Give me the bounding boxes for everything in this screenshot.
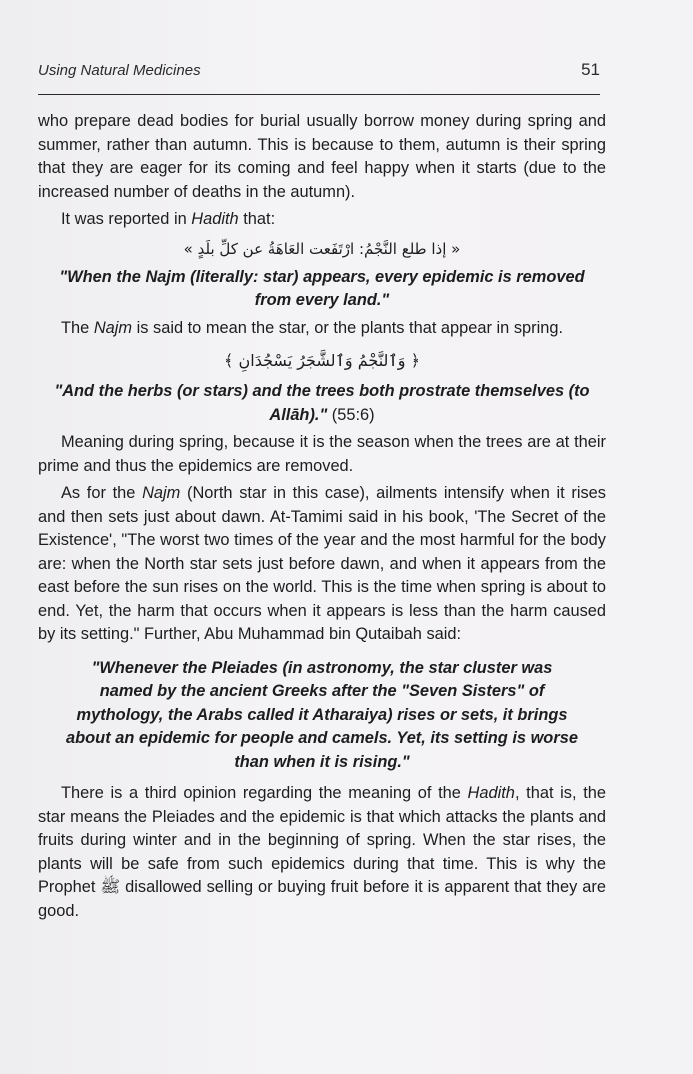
paragraph-1: who prepare dead bodies for burial usually borrow money during spring and summer, rather than autumn. This is because to them, autumn is their spring that they are eager for its coming and feel happy when it starts (due to the increased number of deaths in the autumn). [38,112,606,201]
hadith-quote [48,266,596,313]
paragraph-3 [38,317,606,341]
p5-em: Najm [142,484,181,502]
body-text [38,110,606,923]
p2-pre: It was reported in [61,210,192,228]
paragraph-5 [38,482,606,647]
quote1-em: Najm [145,267,186,286]
paragraph-6 [38,782,606,923]
pleiades-quote: "Whenever the Pleiades (in astronomy, the star cluster was named by the ancient Greeks after the "Seven Sisters" of mythology, the Arabs called it Atharaiya) rises or sets, it brings about an epidemic for people and camels. Yet, its setting is worse than when it is rising." [66,658,578,771]
p2-post: that: [238,210,276,228]
arabic-hadith-text: « إذا طلع النَّجْمُ: ارْتَفَعت العَاهَةُ عن كلِّ بلَدٍ » [183,239,461,258]
p3-post: is said to mean the star, or the plants that appear in spring. [132,318,564,337]
header-rule [38,94,600,95]
paragraph-2 [38,208,606,232]
page-number: 51 [581,60,600,79]
p5-post: (North star in this case), ailments intensify when it rises and then sets just about dawn. At-Tamimi said in his book, 'The Secret of the Existence', "The worst two times of the year and the most harmful for the body are: when the North star sets just before dawn, and when it appears from the east before the sun rises on the world. This is the time when spring is about to end. Yet, the harm that occurs when it appears is less than the harm caused by its setting." Further, Abu Muhammad bin Qutaibah said: [38,484,606,643]
p3-pre: The [61,318,94,337]
quote2-text: "And the herbs (or stars) and the trees both prostrate themselves (to Allāh)." [54,382,590,424]
running-head: Using Natural Medicines [38,62,201,79]
page-header [38,60,600,90]
p3-em: Najm [93,318,133,337]
arabic-quran-verse: ﴿ وَٱلنَّجْمُ وَٱلشَّجَرُ يَسْجُدَانِ ﴾ [224,351,420,370]
paragraph-4: Meaning during spring, because it is the season when the trees are at their prime and thus the epidemics are removed. [38,433,606,475]
p6-pre: There is a third opinion regarding the meaning of the [61,784,468,802]
quote2-reference: (55:6) [327,405,375,424]
p6-post: , that is, the star means the Pleiades and the epidemic is that which attacks the plants and fruits during winter and in the beginning of spring. When the star rises, the plants will be safe from such epidemics during that time. This is why the Prophet ﷺ disallowed selling or buying fruit before it is apparent that they are good. [38,784,607,920]
quote1-a: "When the [59,267,146,286]
p6-em: Hadith [467,784,515,802]
p5-pre: As for the [61,484,143,502]
quote1-b: (literally: star) appears, every epidemic is removed from every land." [185,267,585,309]
quran-quote [48,380,596,427]
p2-em: Hadith [191,210,239,228]
